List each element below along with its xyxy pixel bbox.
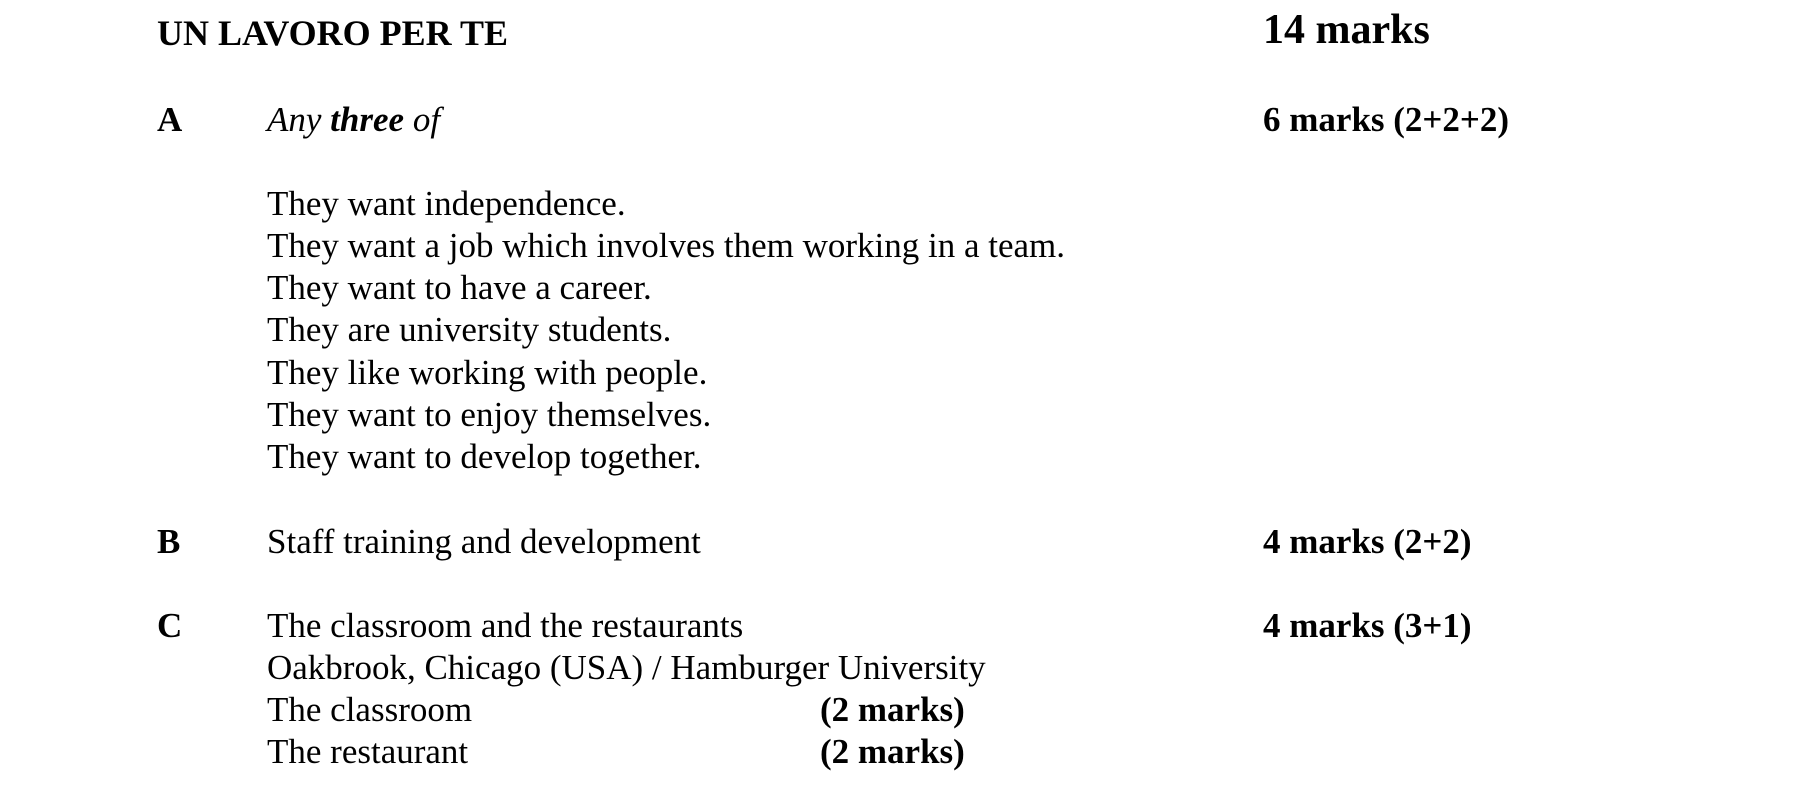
- section-a-answer: They want to have a career.: [267, 268, 652, 307]
- section-a-marks: 6 marks (2+2+2): [1263, 100, 1509, 139]
- document-title: UN LAVORO PER TE: [157, 13, 509, 53]
- section-a-answer: They like working with people.: [267, 353, 708, 392]
- section-c-item2-marks: (2 marks): [820, 732, 965, 771]
- section-a-letter: A: [157, 100, 183, 139]
- section-c-item2-label: The restaurant: [267, 732, 469, 771]
- section-c-answer: The classroom and the restaurants: [267, 606, 744, 645]
- section-a-answer: They are university students.: [267, 310, 672, 349]
- section-b-marks: 4 marks (2+2): [1263, 522, 1472, 561]
- instruction-bold: three: [330, 100, 405, 139]
- section-c-letter: C: [157, 606, 183, 645]
- section-a-answer: They want to enjoy themselves.: [267, 395, 712, 434]
- section-a-answer: They want independence.: [267, 184, 626, 223]
- section-c-marks: 4 marks (3+1): [1263, 606, 1472, 645]
- section-a-answer: They want a job which involves them working in a team.: [267, 226, 1066, 265]
- section-a-answer: They want to develop together.: [267, 437, 702, 476]
- section-c-item1-marks: (2 marks): [820, 690, 965, 729]
- total-marks: 14 marks: [1263, 7, 1430, 53]
- instruction-post: of: [404, 100, 441, 139]
- section-b-answer: Staff training and development: [267, 522, 701, 561]
- section-c-line2: Oakbrook, Chicago (USA) / Hamburger University: [267, 648, 986, 687]
- section-b-letter: B: [157, 522, 181, 561]
- instruction-pre: Any: [267, 100, 331, 139]
- section-c-item1-label: The classroom: [267, 690, 473, 729]
- section-a-instruction: [267, 100, 440, 140]
